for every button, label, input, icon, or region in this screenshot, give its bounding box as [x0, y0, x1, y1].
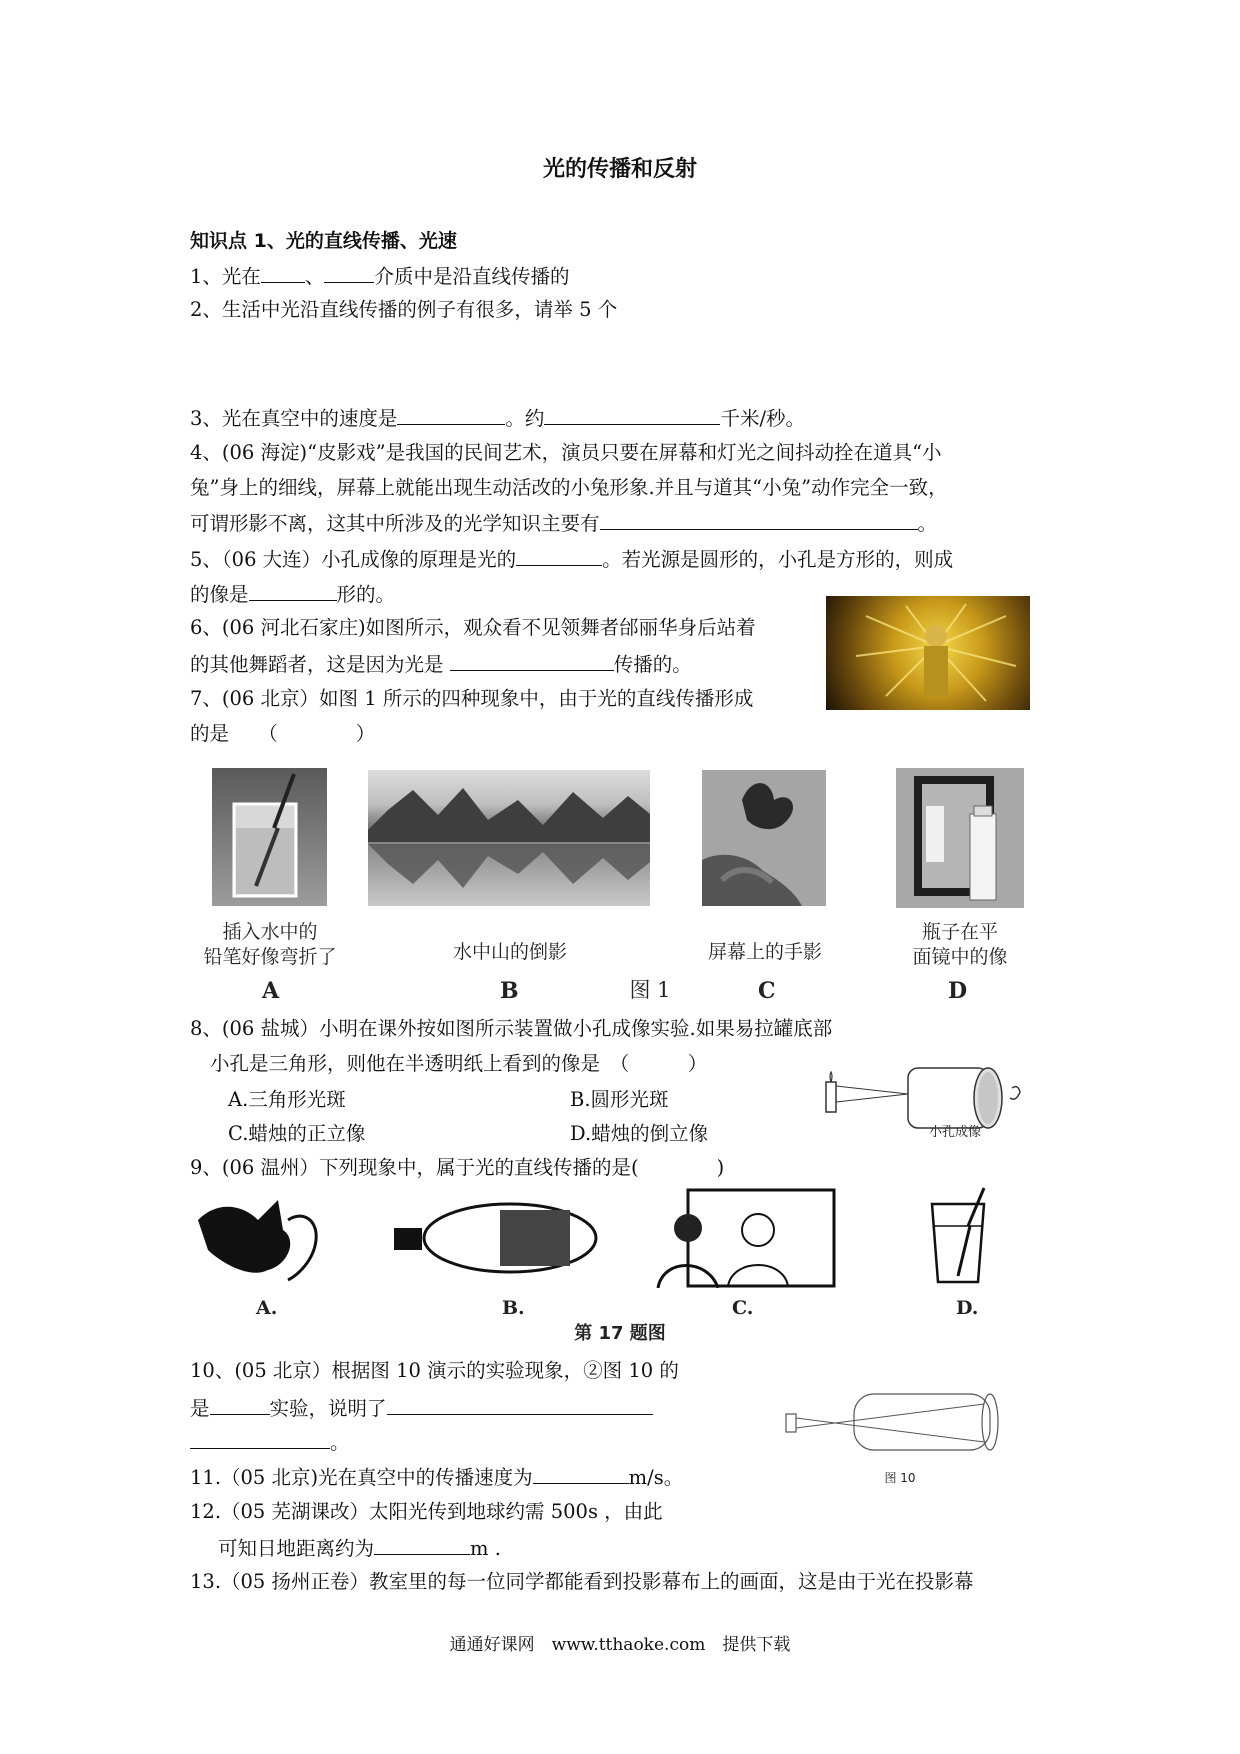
question-10-line-3: 。 — [190, 1428, 350, 1456]
page-title: 光的传播和反射 — [542, 157, 697, 182]
knowledge-point-heading: 知识点 1、光的直线传播、光速 — [190, 230, 457, 252]
q9-option-a: A. — [256, 1297, 278, 1319]
question-8-line-2: 小孔是三角形，则他在半透明纸上看到的像是 （ ） — [210, 1052, 708, 1075]
caption-d: 瓶子在平 面镜中的像 — [912, 921, 1008, 968]
question-2: 2、生活中光沿直线传播的例子有很多，请举 5 个 — [190, 298, 618, 321]
question-7-line-2: 的是 （ ） — [190, 722, 376, 745]
option-a[interactable]: A.三角形光斑 — [228, 1088, 346, 1111]
question-1: 1、光在 、 介质中是沿直线传播的 — [190, 262, 569, 290]
answer-blank[interactable] — [533, 1463, 629, 1484]
figure-10-label: 图 10 — [884, 1471, 916, 1485]
glass-pencil-drawing — [926, 1186, 992, 1286]
question-5-line-1: 5、（06 大连）小孔成像的原理是光的 。若光源是圆形的，小孔是方形的，则成 — [190, 545, 953, 573]
answer-blank[interactable] — [249, 580, 337, 601]
question-4-line-3: 可谓形影不离，这其中所涉及的光学知识主要有 。 — [190, 509, 937, 537]
option-label-d: D — [948, 978, 968, 1004]
pinhole-figure-caption: 小孔成像 — [928, 1125, 981, 1140]
mirror-face-drawing — [648, 1188, 838, 1288]
answer-blank[interactable] — [190, 1428, 330, 1449]
answer-blank[interactable] — [450, 650, 614, 671]
question-10-line-1: 10、(05 北京）根据图 10 演示的实验现象，②图 10 的 — [190, 1359, 679, 1382]
option-c[interactable]: C.蜡烛的正立像 — [228, 1122, 366, 1145]
question-8-line-1: 8、(06 盐城）小明在课外按如图所示装置做小孔成像实验.如果易拉罐底部 — [190, 1017, 833, 1040]
option-label-a: A — [262, 978, 280, 1004]
question-9-line-1: 9、(06 温州）下列现象中，属于光的直线传播的是( ) — [190, 1156, 725, 1179]
hand-shadow-photo — [702, 770, 826, 906]
option-label-c: C — [758, 978, 776, 1004]
question-12-line-1: 12.（05 芜湖课改）太阳光传到地球约需 500s ，由此 — [190, 1500, 663, 1523]
caption-c: 屏幕上的手影 — [707, 941, 822, 963]
mountain-reflection-photo — [368, 770, 650, 906]
answer-blank[interactable] — [516, 545, 602, 566]
caption-b: 水中山的倒影 — [452, 941, 567, 963]
answer-blank[interactable] — [544, 404, 720, 425]
answer-blank[interactable] — [324, 262, 374, 283]
question-4-line-2: 兔”身上的细线，屏幕上就能出现生动活改的小兔形象.并且与道其“小兔”动作完全一致， — [190, 476, 948, 499]
question-3: 3、光在真空中的速度是 。约 千米/秒。 — [190, 404, 805, 432]
question-5-line-2: 的像是 形的。 — [190, 580, 395, 608]
figure-17-label: 第 17 题图 — [574, 1323, 666, 1344]
figure-1-label: 图 1 — [629, 978, 671, 1002]
question-4-line-1: 4、(06 海淀)“皮影戏”是我国的民间艺术，演员只要在屏幕和灯光之间抖动拴在道具“小 — [190, 441, 942, 464]
question-10-line-2: 是 实验，说明了 — [190, 1394, 653, 1422]
option-b[interactable]: B.圆形光斑 — [570, 1088, 669, 1111]
caption-a: 插入水中的 铅笔好像弯折了 — [203, 921, 337, 968]
answer-blank[interactable] — [397, 404, 505, 425]
hand-shadow-drawing — [188, 1190, 338, 1290]
page-footer: 通通好课网 www.tthaoke.com 提供下载 — [449, 1635, 791, 1655]
answer-blank[interactable] — [374, 1534, 470, 1555]
question-6-line-1: 6、(06 河北石家庄)如图所示，观众看不见领舞者邰丽华身后站着 — [190, 616, 756, 639]
mirror-bottle-photo — [896, 768, 1024, 908]
answer-blank[interactable] — [600, 509, 918, 530]
pencil-in-water-photo — [212, 768, 327, 906]
q9-option-b: B. — [502, 1297, 525, 1319]
pinhole-experiment-diagram — [784, 1390, 1010, 1456]
answer-blank[interactable] — [210, 1394, 270, 1415]
q9-option-c: C. — [732, 1297, 754, 1319]
question-7-line-1: 7、(06 北京）如图 1 所示的四种现象中，由于光的直线传播形成 — [190, 687, 754, 710]
option-d[interactable]: D.蜡烛的倒立像 — [570, 1122, 709, 1145]
q9-option-d: D. — [956, 1297, 979, 1319]
question-6-line-2: 的其他舞蹈者，这是因为光是 传播的。 — [190, 650, 692, 678]
question-11: 11.（05 北京)光在真空中的传播速度为 m/s。 — [190, 1463, 683, 1491]
answer-blank[interactable] — [261, 262, 305, 283]
question-13: 13.（05 扬州正卷）教室里的每一位同学都能看到投影幕布上的画面，这是由于光在投影幕 — [190, 1570, 974, 1593]
question-12-line-2: 可知日地距离约为 m . — [218, 1534, 501, 1562]
dancer-photo — [826, 596, 1030, 710]
answer-blank[interactable] — [387, 1394, 653, 1415]
flashlight-drawing — [390, 1200, 600, 1280]
option-label-b: B — [500, 978, 519, 1004]
